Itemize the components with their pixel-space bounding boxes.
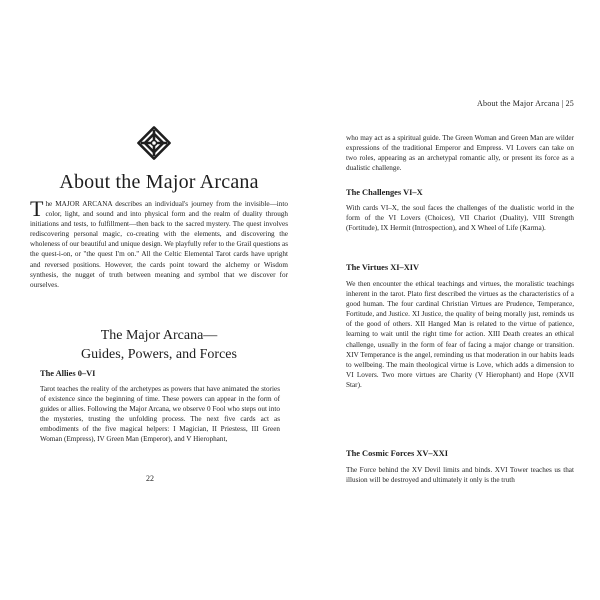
chapter-title: About the Major Arcana <box>59 171 259 193</box>
running-head: About the Major Arcana | 25 <box>477 99 574 108</box>
challenges-heading: The Challenges VI–X <box>346 188 423 197</box>
section-title-line-1: The Major Arcana— <box>100 328 218 343</box>
section-title <box>30 326 288 364</box>
allies-paragraph <box>40 384 280 445</box>
challenges-text: With cards VI–X, the soul faces the challenges of the dualistic world in the form of the VI Lovers (Choices), VII Chariot (Duality), VIII Strength (Fortitude), IX Hermit (Introspection), and X Wheel of Life (Karma). <box>346 204 574 233</box>
virtues-paragraph <box>346 279 574 390</box>
allies-heading: The Allies 0–VI <box>40 369 96 378</box>
challenges-paragraph <box>346 203 574 233</box>
cosmic-heading: The Cosmic Forces XV–XXI <box>346 449 448 458</box>
section-title-line-2: Guides, Powers, and Forces <box>81 347 237 362</box>
virtues-heading: The Virtues XI–XIV <box>346 263 420 272</box>
celtic-knot-icon <box>137 126 171 160</box>
virtues-text: We then encounter the ethical teachings and virtues, the moralistic teachings inherent in the tarot. Plato first described the virtues as the characteristics of a good human. The four cardinal Christian Virtues are Prudence, Temperance, Fortitude, and Justice. XI Justice, the quality of being morally just, reminds us of the good of others. XII Hanged Man is related to the virtue of patience, learning to wait until the right time for action. XIII Death creates an ethical challenge, usually in the form of fear of facing a major change or transition. XIV Temperance is the angel, reminding us that moderation in our habits leads to wellbeing. The main theological virtue is Love, which adds a dimension to VI Lovers. Two more virtues are Charity (V Hierophant) and Hope (XVII Star). <box>346 280 574 389</box>
cosmic-text: The Force behind the XV Devil limits and binds. XVI Tower teaches us that illusion will be destroyed and ultimately it only is the truth <box>346 466 574 485</box>
allies-text: Tarot teaches the reality of the archetypes as powers that have animated the stories of existence since the beginning of time. These powers can appear in the form of guides or allies. Following the Major Arcana, we observe 0 Fool who steps out into the mysteries, trusting the unfolding process. The next five cards act as embodiments of the five magical helpers: I Magician, II Priestess, III Green Woman (Empress), IV Green Man (Emperor), and V Hierophant, <box>40 385 280 444</box>
intro-text: he MAJOR ARCANA describes an individual's journey from the invisible—into color, light, and sound and into physical form and the realm of duality through initiations and tests, to fulfillment—then back to the sacred mystery. The quest involves rediscovering personal magic, co-creating with the elements, and discovering the wholeness of our beautiful and unique design. We playfully refer to the Grail questions as the quest-i-on, or "the quest I'm on." All the Celtic Elemental Tarot cards have upright and reversed positions. However, the cards point toward the alchemy or Wisdom synthesis, the nugget of truth between meaning and symbol that we discover for ourselves. <box>30 200 288 289</box>
page-number-left: 22 <box>146 474 154 483</box>
drop-cap: T <box>30 196 44 221</box>
continuation-text: who may act as a spiritual guide. The Green Woman and Green Man are wilder expressions of the traditional Emperor and Empress. VI Lovers can take on two roles, appearing as an archetypal romantic ally, or present its force as a dualistic challenge. <box>346 134 574 173</box>
continuation-paragraph <box>346 133 574 173</box>
cosmic-paragraph <box>346 465 574 485</box>
intro-paragraph <box>30 196 288 290</box>
